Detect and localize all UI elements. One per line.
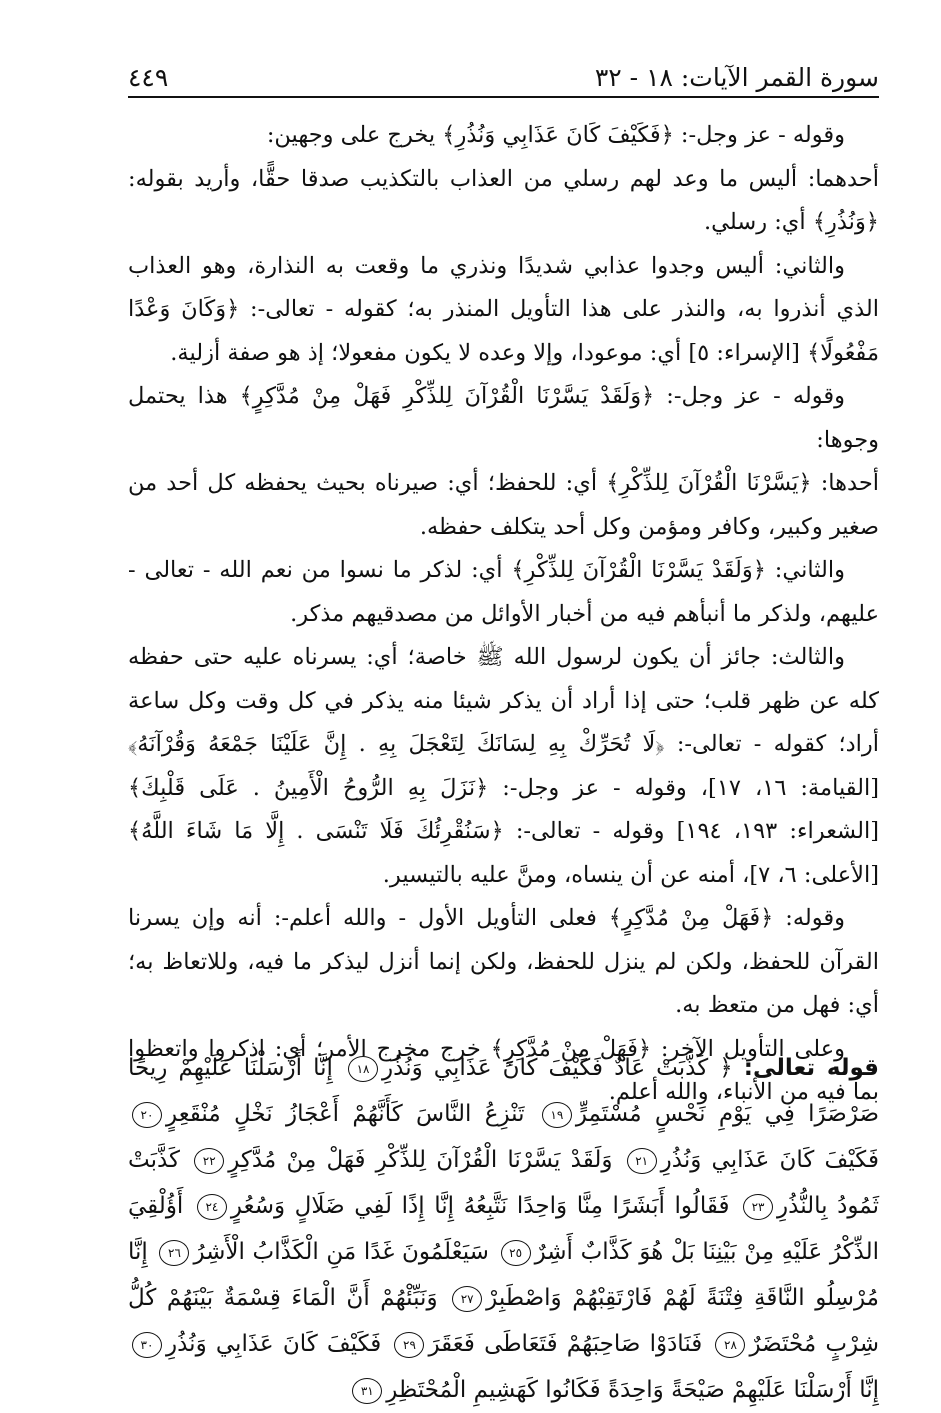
paragraph: أحدهما: أليس ما وعد لهم رسلي من العذاب بالتكذيب صدقا حقًّا، وأريد بقوله: ﴿وَنُذُرِ﴾ أي: رسلي. — [128, 165, 879, 235]
ayah-number-marker: ٢٨ — [715, 1332, 745, 1358]
paragraph: والثالث: جائز أن يكون لرسول الله ﷺ خاصة؛ أي: يسرناه عليه حتى حفظه كله عن ظهر قلب؛ حتى إذا أراد أن يذكر شيئا منه يذكر في كل وقت وكل ساعة أراد؛ كقوله - تعالى-: ﴿لَا تُحَرِّكْ بِهِ لِسَانَكَ لِتَعْجَلَ بِهِ . إِنَّ عَلَيْنَا جَمْعَهُ وَقُرْآنَهُ﴾ [القيامة: ١٦، ١٧]، وقوله - عز وجل-: ﴿نَزَلَ بِهِ الرُّوحُ الْأَمِينُ . عَلَى قَلْبِكَ﴾ [الشعراء: ١٩٣، ١٩٤] وقوله - تعالى-: ﴿سَنُقْرِئُكَ فَلَا تَنْسَى . إِلَّا مَا شَاءَ اللَّهُ﴾ [الأعلى: ٦، ٧]، أمنه عن أن ينساه، ومنَّ عليه بالتيسير. — [128, 644, 880, 888]
verse-text: وَنَبِّئْهُمْ أَنَّ الْمَاءَ قِسْمَةٌ بَيْنَهُمْ كُلُّ شِرْبٍ مُحْتَضَرٌ — [128, 1285, 879, 1357]
paragraph: أحدها: ﴿يَسَّرْنَا الْقُرْآنَ لِلذِّكْرِ﴾ أي: للحفظ؛ أي: صيرناه بحيث يحفظه كل أحد من صغير وكبير، وكافر ومؤمن وكل أحد يتكلف حفظه. — [128, 470, 879, 540]
ayah-number-marker: ١٩ — [542, 1102, 572, 1128]
verse-text: سَيَعْلَمُونَ غَدًا مَنِ الْكَذَّابُ الْأَشِرُ — [193, 1239, 489, 1265]
ayah-number-marker: ٣١ — [352, 1378, 382, 1404]
ayah-number-marker: ٢٦ — [159, 1240, 189, 1266]
ayah-number-marker: ٣٠ — [132, 1332, 162, 1358]
ayah-number-marker: ٢٢ — [194, 1148, 224, 1174]
paragraph: وعلى التأويل الآخر: ﴿فَهَلْ مِنْ مُدَّكِرٍ﴾ خرج مخرج الأمر؛ أي: اذكروا واتعظوا بما فيه من الأنباء، والله أعلم. — [128, 1035, 879, 1105]
ayah-number-marker: ٢٣ — [743, 1194, 773, 1220]
verse-text: إِنَّا أَرْسَلْنَا عَلَيْهِمْ صَيْحَةً وَاحِدَةً فَكَانُوا كَهَشِيمِ الْمُحْتَظِرِ — [386, 1377, 879, 1403]
verses-lead: قوله تعالى: — [743, 1055, 879, 1081]
quran-verses — [128, 1045, 879, 1413]
paragraph: والثاني: أليس وجدوا عذابي شديدًا ونذري ما وقعت به النذارة، وهو العذاب الذي أنذروا به، والنذر على هذا التأويل المنذر به؛ كقوله - تعالى-: ﴿وَكَانَ وَعْدًا مَفْعُولًا﴾ [الإسراء: ٥] أي: موعودا، وإلا وعده لا يكون مفعولا؛ إذ هو صفة أزلية. — [128, 252, 879, 366]
paragraph: وقوله - عز وجل-: ﴿وَلَقَدْ يَسَّرْنَا الْقُرْآنَ لِلذِّكْرِ فَهَلْ مِنْ مُدَّكِرٍ﴾ هذا يحتمل وجوها: — [128, 383, 879, 453]
verse-text: كَذَّبَتْ ثَمُودُ بِالنُّذُرِ — [128, 1147, 879, 1219]
verse-text: وَلَقَدْ يَسَّرْنَا الْقُرْآنَ لِلذِّكْرِ فَهَلْ مِنْ مُدَّكِرٍ — [228, 1147, 613, 1173]
ayah-number-marker: ٢٩ — [394, 1332, 424, 1358]
verse-text: فَنَادَوْا صَاحِبَهُمْ فَتَعَاطَى فَعَقَرَ — [428, 1331, 703, 1357]
verse-text: فَقَالُوا أَبَشَرًا مِنَّا وَاحِدًا نَتَّبِعُهُ إِنَّا إِذًا لَفِي ضَلَالٍ وَسُعُرٍ — [230, 1193, 730, 1219]
verse-text: إِنَّا مُرْسِلُو النَّاقَةِ فِتْنَةً لَهُمْ فَارْتَقِبْهُمْ وَاصْطَبِرْ — [128, 1239, 880, 1311]
ayah-number-marker: ٢٧ — [452, 1286, 482, 1312]
verse-text: تَنْزِعُ النَّاسَ كَأَنَّهُمْ أَعْجَازُ نَخْلٍ مُنْقَعِرٍ — [166, 1101, 525, 1127]
ayah-number-marker: ٢١ — [627, 1148, 657, 1174]
page-header — [128, 52, 879, 98]
ayah-number-marker: ١٨ — [348, 1056, 378, 1082]
verse-text: ﴿ كَذَّبَتْ عَادٌ فَكَيْفَ كَانَ عَذَابِي وَنُذُرِ — [382, 1055, 733, 1081]
paragraph: والثاني: ﴿وَلَقَدْ يَسَّرْنَا الْقُرْآنَ لِلذِّكْرِ﴾ أي: لذكر ما نسوا من نعم الله - تعالى - عليهم، ولذكر ما أنبأهم فيه من أخبار الأوائل من مصدقيهم مذكر. — [128, 557, 879, 627]
commentary-text — [128, 114, 879, 1115]
page-number: ٤٤٩ — [128, 63, 169, 92]
verse-text: أَؤُلْقِيَ الذِّكْرُ عَلَيْهِ مِنْ بَيْنِنَا بَلْ هُوَ كَذَّابٌ أَشِرٌ — [128, 1193, 880, 1265]
paragraph: وقوله: ﴿فَهَلْ مِنْ مُدَّكِرٍ﴾ فعلى التأويل الأول - والله أعلم-: أنه وإن يسرنا القرآن للحفظ، ولكن لم ينزل للحفظ، ولكن إنما أنزل ليذكر ما فيه، وللاتعاظ به؛ أي: فهل من متعظ به. — [128, 905, 879, 1018]
paragraph: وقوله - عز وجل-: ﴿فَكَيْفَ كَانَ عَذَابِي وَنُذُرِ﴾ يخرج على وجهين: — [266, 122, 845, 148]
verse-text: فَكَيْفَ كَانَ عَذَابِي وَنُذُرِ — [660, 1147, 880, 1173]
ayah-number-marker: ٢٤ — [197, 1194, 227, 1220]
running-title: سورة القمر الآيات: ١٨ - ٣٢ — [594, 63, 879, 92]
ayah-number-marker: ٢٥ — [501, 1240, 531, 1266]
ayah-number-marker: ٢٠ — [132, 1102, 162, 1128]
verse-text: فَكَيْفَ كَانَ عَذَابِي وَنُذُرِ — [166, 1331, 382, 1357]
verse-text: إِنَّا أَرْسَلْنَا عَلَيْهِمْ رِيحًا صَرْصَرًا فِي يَوْمِ نَحْسٍ مُسْتَمِرٍّ — [128, 1055, 879, 1127]
